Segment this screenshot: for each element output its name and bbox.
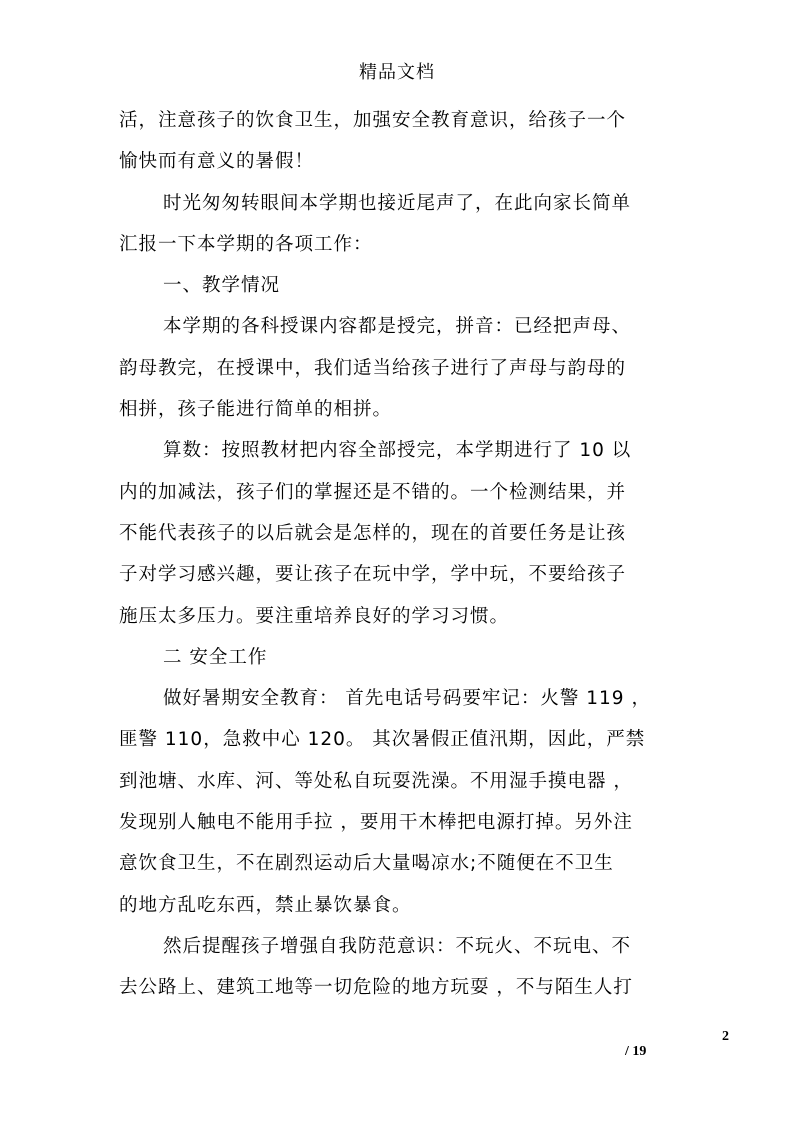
text-line: 愉快而有意义的暑假！	[119, 151, 315, 173]
text-line: 时光匆匆转眼间本学期也接近尾声了，在此向家长简单	[163, 192, 632, 214]
text-line: 本学期的各科授课内容都是授完，拼音：已经把声母、	[163, 316, 632, 338]
text-line: 活，注意孩子的饮食卫生，加强安全教育意识，给孩子一个	[119, 110, 627, 131]
page-number: 2	[722, 1029, 729, 1044]
text-line: 做好暑期安全教育： 首先电话号码要牢记：火警 119 ，	[163, 688, 651, 710]
text-line: 内的加减法，孩子们的掌握还是不错的。一个检测结果，并	[119, 481, 627, 503]
text-line: 汇报一下本学期的各项工作：	[119, 233, 373, 255]
text-line: 不能代表孩子的以后就会是怎样的，现在的首要任务是让孩	[119, 522, 627, 544]
text-line: 相拼，孩子能进行简单的相拼。	[119, 399, 393, 421]
section-heading-safety: 二 安全工作	[163, 646, 268, 668]
text-line: 子对学习感兴趣，要让孩子在玩中学，学中玩，不要给孩子	[119, 564, 627, 586]
text-line: 施压太多压力。要注重培养良好的学习习惯。	[119, 605, 510, 627]
page-total: / 19	[625, 1044, 647, 1059]
text-line: 韵母教完，在授课中，我们适当给孩子进行了声母与韵母的	[119, 357, 627, 379]
document-header: 精品文档	[359, 62, 435, 83]
text-line: 意饮食卫生，不在剧烈运动后大量喝凉水;不随便在不卫生	[119, 853, 614, 875]
text-line: 到池塘、水库、河、等处私自玩耍洗澡。不用湿手摸电器 ，	[119, 770, 633, 792]
section-heading-teaching: 一、教学情况	[163, 275, 281, 297]
text-line: 匪警 110，急救中心 120。 其次暑假正值汛期，因此，严禁	[119, 729, 646, 751]
text-line: 算数：按照教材把内容全部授完，本学期进行了 10 以	[163, 440, 632, 462]
text-line: 然后提醒孩子增强自我防范意识：不玩火、不玩电、不	[163, 935, 632, 957]
text-line: 的地方乱吃东西，禁止暴饮暴食。	[119, 894, 412, 916]
text-line: 去公路上、建筑工地等一切危险的地方玩耍 ，不与陌生人打	[119, 977, 633, 999]
text-line: 发现别人触电不能用手拉 ，要用干木棒把电源打掉。另外注	[119, 812, 633, 834]
document-body	[119, 100, 689, 1009]
